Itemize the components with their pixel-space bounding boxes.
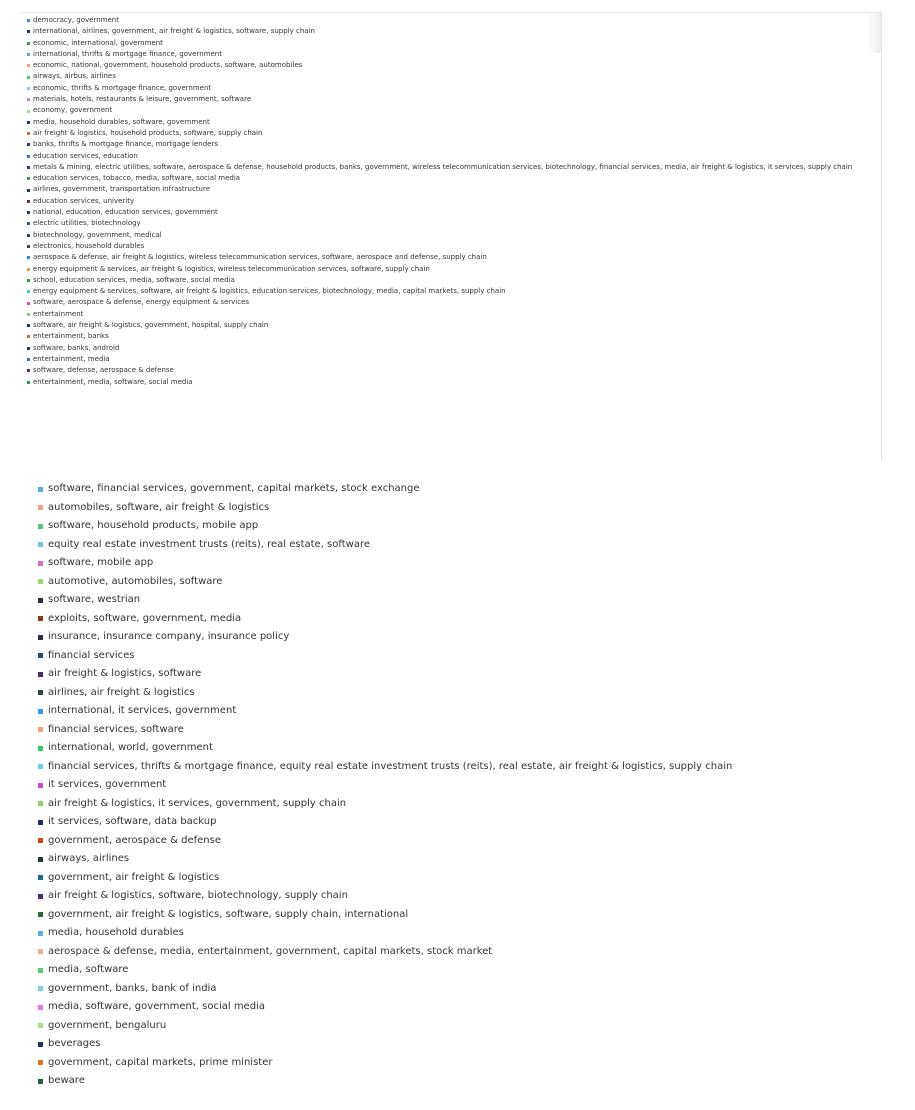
- legend-swatch: [38, 598, 43, 603]
- legend-item[interactable]: [27, 162, 881, 173]
- legend-item[interactable]: [38, 869, 898, 888]
- legend-swatch: [38, 561, 43, 566]
- legend-item[interactable]: [27, 94, 881, 105]
- legend-item[interactable]: [38, 776, 898, 795]
- legend-swatch: [38, 968, 43, 973]
- legend-item[interactable]: [38, 1035, 898, 1054]
- legend-label: government, air freight & logistics, software, supply chain, international: [48, 908, 409, 920]
- legend-swatch: [38, 820, 43, 825]
- legend-label: entertainment: [33, 309, 84, 318]
- legend-list-bottom: [38, 480, 898, 1091]
- legend-label: it services, software, data backup: [48, 816, 217, 827]
- legend-item[interactable]: [27, 309, 881, 320]
- legend-label: economic, international, government: [33, 38, 163, 47]
- legend-swatch: [27, 30, 30, 33]
- legend-item[interactable]: [38, 480, 898, 499]
- legend-list-top: [20, 13, 881, 388]
- legend-item[interactable]: [27, 117, 881, 128]
- legend-swatch: [38, 931, 43, 936]
- legend-item[interactable]: [38, 721, 898, 740]
- legend-swatch: [38, 579, 43, 584]
- legend-swatch: [27, 98, 30, 101]
- legend-item[interactable]: [38, 1054, 898, 1073]
- legend-item[interactable]: [38, 702, 898, 721]
- legend-label: government, aerospace & defense: [48, 834, 221, 846]
- legend-swatch: [38, 505, 43, 510]
- legend-label: education services, tobacco, media, software, social media: [33, 174, 241, 183]
- legend-item[interactable]: [38, 998, 898, 1017]
- legend-item[interactable]: [38, 739, 898, 758]
- legend-item[interactable]: [27, 83, 881, 94]
- legend-swatch: [38, 986, 43, 991]
- legend-item[interactable]: [27, 207, 881, 218]
- legend-label: air freight & logistics, household products, software, supply chain: [33, 128, 263, 137]
- legend-swatch: [27, 222, 30, 225]
- legend-label: international, world, government: [48, 742, 213, 753]
- legend-swatch: [38, 542, 43, 547]
- legend-swatch: [27, 189, 30, 192]
- legend-item[interactable]: [38, 832, 898, 851]
- legend-label: energy equipment & services, air freight & logistics, wireless telecommunication services, software, supply chain: [33, 264, 430, 273]
- legend-swatch: [27, 324, 30, 327]
- legend-label: software, defense, aerospace & defense: [33, 366, 174, 375]
- legend-swatch: [27, 234, 30, 237]
- legend-label: economic, thrifts & mortgage finance, government: [33, 83, 212, 92]
- legend-item[interactable]: [27, 128, 881, 139]
- legend-item[interactable]: [27, 60, 881, 71]
- legend-label: software, air freight & logistics, government, hospital, supply chain: [33, 321, 269, 330]
- legend-label: government, capital markets, prime minister: [48, 1056, 273, 1068]
- legend-item[interactable]: [27, 38, 881, 49]
- legend-item[interactable]: [38, 887, 898, 906]
- legend-item[interactable]: [38, 924, 898, 943]
- legend-label: software, household products, mobile app: [48, 520, 259, 531]
- legend-swatch: [27, 64, 30, 67]
- legend-swatch: [38, 1042, 43, 1047]
- legend-label: automobiles, software, air freight & logistics: [48, 501, 270, 513]
- legend-swatch: [27, 42, 30, 45]
- legend-label: metals & mining, electric utilities, software, aerospace & defense, household products, banks, government, wireless telecommunication services, biotechnology, financial services, media, air freight & logistics, it services, supply chain: [33, 162, 853, 171]
- legend-label: air freight & logistics, it services, government, supply chain: [48, 797, 347, 809]
- legend-label: international, airlines, government, air freight & logistics, software, supply chain: [33, 27, 315, 36]
- legend-swatch: [38, 949, 43, 954]
- legend-swatch: [27, 268, 30, 271]
- legend-label: national, education, education services, government: [33, 208, 218, 217]
- legend-item[interactable]: [38, 628, 898, 647]
- legend-swatch: [27, 245, 30, 248]
- legend-swatch: [27, 143, 30, 146]
- legend-item[interactable]: [38, 980, 898, 999]
- legend-item[interactable]: [38, 1072, 898, 1091]
- legend-item[interactable]: [38, 665, 898, 684]
- legend-item[interactable]: [27, 241, 881, 252]
- legend-label: airways, airlines: [48, 853, 130, 864]
- legend-swatch: [27, 256, 30, 259]
- legend-item[interactable]: [38, 850, 898, 869]
- legend-label: entertainment, banks: [33, 332, 109, 341]
- legend-item[interactable]: [27, 343, 881, 354]
- legend-label: aerospace & defense, media, entertainment, government, capital markets, stock market: [48, 945, 493, 957]
- legend-item[interactable]: [38, 758, 898, 777]
- legend-item[interactable]: [38, 943, 898, 962]
- legend-label: air freight & logistics, software: [48, 668, 202, 679]
- legend-label: international, it services, government: [48, 705, 237, 716]
- legend-label: media, household durables: [48, 927, 184, 938]
- legend-item[interactable]: [38, 647, 898, 666]
- legend-item[interactable]: [38, 573, 898, 592]
- legend-item[interactable]: [27, 71, 881, 82]
- legend-label: economy, government: [33, 106, 113, 115]
- legend-label: government, air freight & logistics: [48, 871, 220, 883]
- legend-swatch: [38, 1023, 43, 1028]
- legend-item[interactable]: [27, 365, 881, 376]
- scroll-shadow: [867, 13, 881, 53]
- legend-item[interactable]: [38, 499, 898, 518]
- legend-label: democracy, government: [33, 16, 119, 24]
- legend-label: airlines, air freight & logistics: [48, 686, 195, 698]
- legend-label: energy equipment & services, software, air freight & logistics, education services, biotechnology, media, capital markets, supply chain: [33, 287, 506, 296]
- legend-item[interactable]: [38, 554, 898, 573]
- legend-swatch: [38, 875, 43, 880]
- legend-label: air freight & logistics, software, biotechnology, supply chain: [48, 890, 348, 901]
- legend-swatch: [27, 335, 30, 338]
- legend-swatch: [27, 76, 30, 79]
- legend-swatch: [38, 783, 43, 788]
- legend-swatch: [27, 358, 30, 361]
- legend-label: financial services: [48, 649, 135, 661]
- legend-label: financial services, software: [48, 723, 184, 735]
- legend-label: economic, national, government, household products, software, automobiles: [33, 61, 303, 70]
- legend-swatch: [38, 764, 43, 769]
- legend-item[interactable]: [27, 49, 881, 60]
- legend-label: software, aerospace & defense, energy equipment & services: [33, 298, 250, 307]
- legend-label: government, bengaluru: [48, 1019, 167, 1031]
- legend-label: aerospace & defense, air freight & logistics, wireless telecommunication services, software, aerospace and defense, supply chain: [33, 253, 487, 262]
- legend-item[interactable]: [27, 286, 881, 297]
- legend-label: insurance, insurance company, insurance policy: [48, 631, 290, 642]
- legend-swatch: [38, 690, 43, 695]
- legend-swatch: [38, 912, 43, 917]
- legend-label: international, thrifts & mortgage finance, government: [33, 49, 222, 58]
- legend-swatch: [38, 857, 43, 862]
- legend-swatch: [27, 121, 30, 124]
- legend-panel: [38, 480, 898, 1091]
- legend-item[interactable]: [27, 139, 881, 150]
- legend-swatch: [38, 1079, 43, 1084]
- legend-label: airlines, government, transportation infrastructure: [33, 185, 211, 194]
- legend-label: education services, education: [33, 151, 138, 160]
- legend-label: education services, univerity: [33, 196, 135, 205]
- legend-swatch: [27, 155, 30, 158]
- legend-item[interactable]: [38, 536, 898, 555]
- legend-label: entertainment, media, software, social media: [33, 377, 193, 386]
- legend-label: entertainment, media: [33, 354, 110, 363]
- legend-item[interactable]: [27, 26, 881, 37]
- legend-item[interactable]: [38, 813, 898, 832]
- legend-swatch: [38, 616, 43, 621]
- legend-swatch: [27, 313, 30, 316]
- legend-swatch: [27, 19, 30, 22]
- legend-item[interactable]: [27, 151, 881, 162]
- legend-item[interactable]: [38, 961, 898, 980]
- legend-label: financial services, thrifts & mortgage finance, equity real estate investment trusts (reits), real estate, air freight & logistics, supply chain: [48, 760, 733, 772]
- legend-item[interactable]: [38, 610, 898, 629]
- legend-item[interactable]: [38, 795, 898, 814]
- legend-label: it services, government: [48, 779, 167, 790]
- legend-label: software, banks, android: [33, 343, 120, 352]
- legend-item[interactable]: [27, 354, 881, 365]
- legend-label: software, financial services, government, capital markets, stock exchange: [48, 483, 420, 494]
- legend-label: beverages: [48, 1038, 101, 1049]
- legend-swatch: [27, 87, 30, 90]
- legend-item[interactable]: [38, 684, 898, 703]
- legend-swatch: [38, 635, 43, 640]
- legend-item[interactable]: [27, 15, 881, 26]
- legend-swatch: [27, 279, 30, 282]
- legend-swatch: [38, 524, 43, 529]
- legend-swatch: [27, 53, 30, 56]
- legend-swatch: [27, 381, 30, 384]
- legend-item[interactable]: [27, 173, 881, 184]
- legend-label: electronics, household durables: [33, 241, 145, 250]
- legend-item[interactable]: [27, 105, 881, 116]
- legend-swatch: [27, 200, 30, 203]
- legend-label: media, software, government, social media: [48, 1001, 265, 1012]
- legend-swatch: [38, 801, 43, 806]
- legend-swatch: [38, 709, 43, 714]
- legend-item[interactable]: [27, 230, 881, 241]
- legend-item[interactable]: [27, 320, 881, 331]
- legend-swatch: [27, 347, 30, 350]
- legend-item[interactable]: [38, 517, 898, 536]
- legend-label: media, household durables, software, government: [33, 117, 210, 126]
- legend-item[interactable]: [38, 906, 898, 925]
- legend-label: biotechnology, government, medical: [33, 230, 162, 239]
- legend-swatch: [38, 487, 43, 492]
- legend-label: equity real estate investment trusts (reits), real estate, software: [48, 538, 370, 550]
- legend-swatch: [38, 894, 43, 899]
- legend-item[interactable]: [27, 297, 881, 308]
- legend-swatch: [27, 110, 30, 113]
- legend-label: electric utilities, biotechnology: [33, 219, 141, 228]
- legend-item[interactable]: [27, 264, 881, 275]
- legend-item[interactable]: [27, 184, 881, 195]
- legend-item[interactable]: [38, 1017, 898, 1036]
- legend-panel-scrollable[interactable]: [20, 12, 882, 460]
- legend-item[interactable]: [27, 218, 881, 229]
- legend-item[interactable]: [38, 591, 898, 610]
- legend-label: airways, airbus, airlines: [33, 72, 116, 81]
- legend-label: school, education services, media, software, social media: [33, 275, 235, 284]
- legend-swatch: [38, 838, 43, 843]
- legend-item[interactable]: [27, 377, 881, 388]
- legend-label: software, westrian: [48, 594, 141, 605]
- legend-label: automotive, automobiles, software: [48, 575, 223, 587]
- legend-swatch: [27, 166, 30, 169]
- legend-label: media, software: [48, 964, 129, 975]
- legend-item[interactable]: [27, 196, 881, 207]
- legend-swatch: [38, 1060, 43, 1065]
- legend-item[interactable]: [27, 252, 881, 263]
- legend-label: banks, thrifts & mortgage finance, mortgage lenders: [33, 140, 218, 149]
- legend-swatch: [27, 132, 30, 135]
- legend-label: exploits, software, government, media: [48, 612, 242, 624]
- legend-label: government, banks, bank of india: [48, 982, 217, 994]
- legend-swatch: [27, 290, 30, 293]
- legend-swatch: [38, 1005, 43, 1010]
- legend-swatch: [38, 672, 43, 677]
- legend-item[interactable]: [27, 275, 881, 286]
- legend-label: beware: [48, 1075, 85, 1086]
- legend-swatch: [27, 302, 30, 305]
- legend-label: software, mobile app: [48, 557, 154, 568]
- legend-swatch: [27, 211, 30, 214]
- legend-item[interactable]: [27, 331, 881, 342]
- legend-swatch: [38, 746, 43, 751]
- legend-swatch: [27, 177, 30, 180]
- legend-swatch: [27, 369, 30, 372]
- legend-swatch: [38, 653, 43, 658]
- legend-swatch: [38, 727, 43, 732]
- legend-label: materials, hotels, restaurants & leisure, government, software: [33, 95, 252, 104]
